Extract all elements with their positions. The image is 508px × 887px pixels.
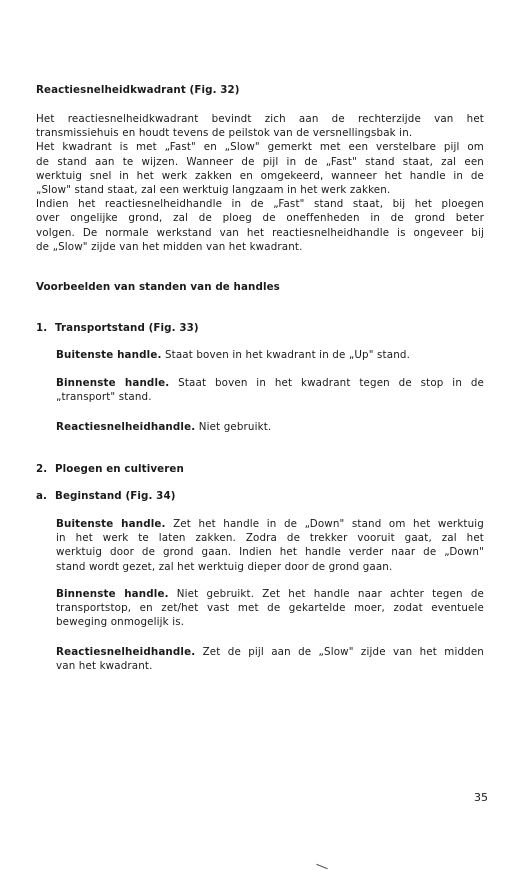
item-number: 2. [36, 463, 48, 475]
text-line: in het werk te laten zakken. Zodra de trekker vooruit gaat, zal het [56, 532, 484, 545]
text-line: transportstop, en zet/het vast met de gekartelde moer, zodat eventuele [56, 602, 484, 615]
transport-inner-paragraph [56, 376, 484, 404]
outer-handle-label: Buitenste handle. [56, 518, 166, 530]
inner-handle-label: Binnenste handle. [56, 588, 169, 600]
text-line: werktuig door de grond gaan. Indien het handle verder naar de „Down" [56, 546, 484, 559]
plowing-heading: Ploegen en cultiveren [55, 463, 184, 475]
inner-handle-label: Binnenste handle. [56, 377, 170, 389]
plowing-outer-paragraph [56, 517, 484, 574]
text-line: van het kwadrant. [56, 660, 153, 673]
quadrant-paragraph [36, 112, 484, 254]
text-line: Indien het reactiesnelheidhandle in de „Fast" stand staat, bij het ploegen [36, 198, 484, 211]
item-number: 1. [36, 322, 48, 334]
text-line: werktuig snel in het werk zakken en omgekeerd, wanneer het handle in de [36, 169, 484, 182]
text-line: over ongelijke grond, zal de ploeg de oneffenheden in de grond beter [36, 212, 484, 225]
text-line: Het reactiesnelheidkwadrant bevindt zich aan de rechterzijde van het [36, 113, 484, 125]
section-heading-quadrant: Reactiesnelheidkwadrant (Fig. 32) [36, 84, 240, 96]
reaction-handle-label: Reactiesnelheidhandle. [56, 421, 196, 433]
reaction-handle-label: Reactiesnelheidhandle. [56, 646, 196, 658]
text-line: „transport" stand. [56, 391, 152, 404]
text-line: de stand aan te wijzen. Wanneer de pijl in de „Fast" stand staat, zal een [36, 155, 484, 168]
reaction-handle-text: Zet de pijl aan de „Slow" zijde van het midden [202, 646, 484, 658]
text-line: beweging onmogelijk is. [56, 616, 185, 629]
text-line: „Slow" stand staat, zal een werktuig langzaam in het werk zakken. [36, 184, 391, 197]
scan-mark [316, 864, 328, 869]
start-position-heading: Beginstand (Fig. 34) [55, 490, 176, 502]
plowing-inner-paragraph [56, 587, 484, 630]
plowing-reaction-paragraph [56, 645, 484, 673]
text-line: Het kwadrant is met „Fast" en „Slow" gemerkt met een verstelbare pijl om [36, 141, 484, 154]
outer-handle-text: Zet het handle in de „Down" stand om het werktuig [173, 518, 484, 530]
transport-heading: Transportstand (Fig. 33) [55, 322, 199, 334]
text-line: volgen. De normale werkstand van het reactiesnelheidhandle is ongeveer bij [36, 226, 484, 239]
outer-handle-text: Staat boven in het kwadrant in de „Up" stand. [164, 349, 410, 361]
text-line: stand wordt gezet, zal het werktuig dieper door de grond gaan. [56, 560, 393, 573]
inner-handle-text: Staat boven in het kwadrant tegen de stop in de [178, 377, 484, 389]
examples-heading: Voorbeelden van standen van de handles [36, 281, 280, 293]
transport-reaction-paragraph [56, 420, 484, 434]
inner-handle-text: Niet gebruikt. Zet het handle naar achter tegen de [176, 588, 484, 600]
outer-handle-label: Buitenste handle. [56, 349, 162, 361]
transport-outer-paragraph [56, 348, 484, 362]
reaction-handle-text: Niet gebruikt. [198, 421, 272, 433]
sub-item-letter: a. [36, 490, 48, 502]
page-number: 35 [474, 791, 488, 804]
text-line: de „Slow" zijde van het midden van het kwadrant. [36, 240, 303, 253]
text-line: transmissiehuis en houdt tevens de peilstok van de versnellingsbak in. [36, 127, 413, 140]
